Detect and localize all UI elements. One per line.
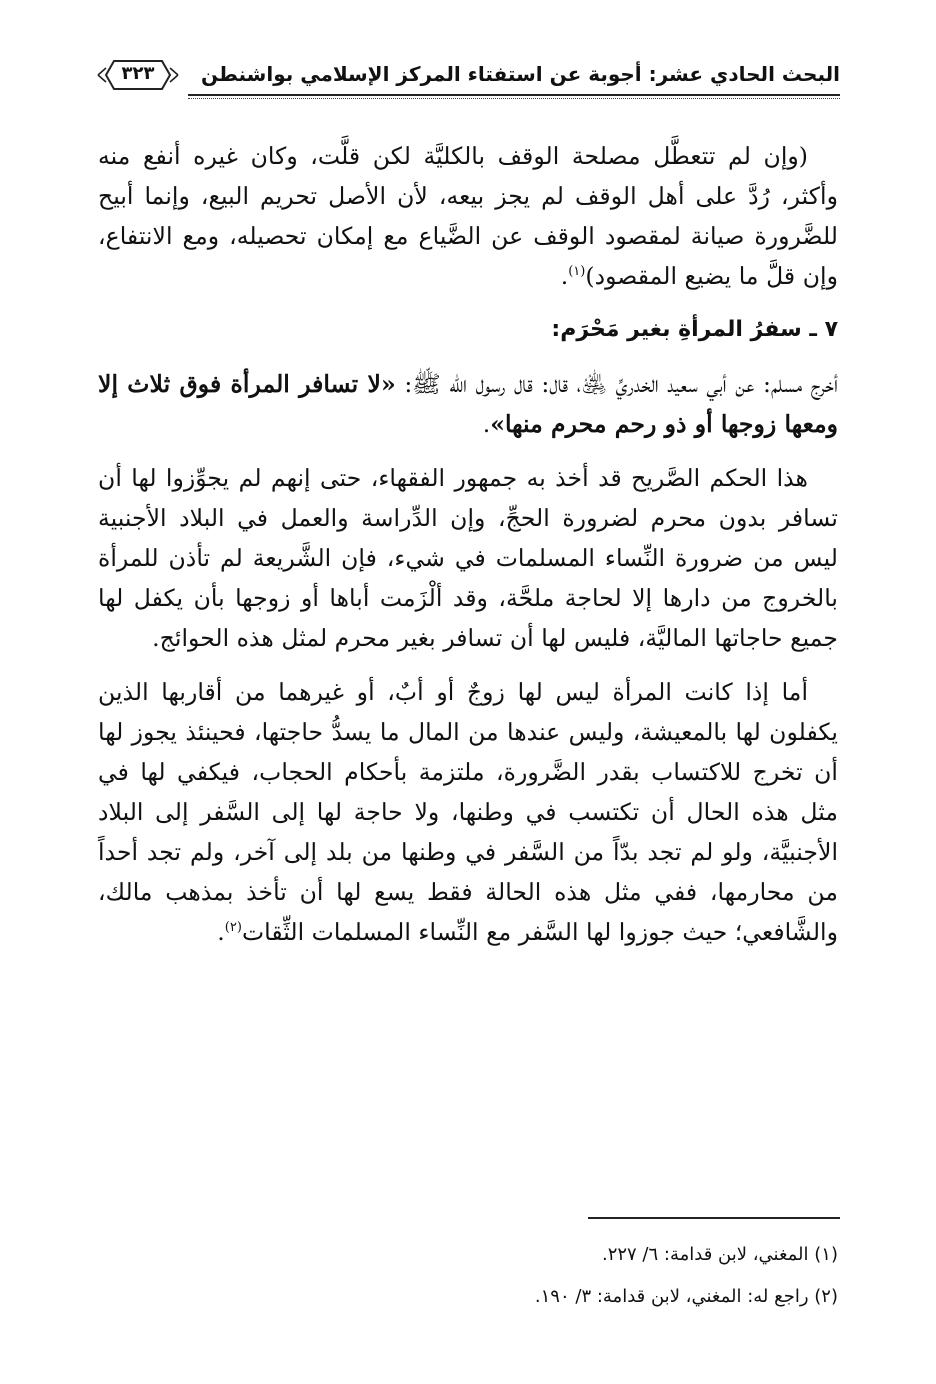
header-title: البحث الحادي عشر: أجوبة عن استفتاء المركز الإسلامي بواشنطن: [201, 62, 840, 86]
header-dotted-rule: [188, 98, 840, 99]
paragraph-waqf: [98, 136, 838, 296]
header-rule: [188, 94, 840, 96]
main-text: [98, 136, 838, 952]
paragraph-waqf-text: (وإن لم تتعطَّل مصلحة الوقف بالكليَّة لكن قلَّت، وكان غيره أنفع منه وأكثر، رُدَّ على أهل الوقف لم يجز بيعه، لأن الأصل تحريم البيع، وإنما أبيح للضَّرورة صيانة لمقصود الوقف عن الضَّياع مع إمكان تحصيله، ومع الانتفاع، وإن قلَّ ما يضيع المقصود): [98, 142, 838, 290]
paragraph-hadith: [98, 364, 838, 444]
page-number-badge: [96, 58, 180, 92]
footnote-separator: [588, 1217, 840, 1219]
footnote-2: (٢) راجع له: المغني، لابن قدامة: ٣/ ١٩٠.: [534, 1286, 838, 1307]
paragraph-exception-text: أما إذا كانت المرأة ليس لها زوجٌ أو أبٌ، أو غيرهما من أقاربها الذين يكفلون لها بالمعيشة، وليس عندها من المال ما يسدُّ حاجتها، فحينئذ يجوز لها أن تخرج للاكتساب بقدر الضَّرورة، ملتزمة بأحكام الحجاب، فيكفي لها في مثل هذه الحال أن تكتسب في وطنها، ولا حاجة لها إلى السَّفر إلى البلاد الأجنبيَّة، ولو لم تجد بدّاً من السَّفر في وطنها من بلد إلى آخر، ولم تجد أحداً من محارمها، ففي مثل هذه الحالة فقط يسع لها أن تأخذ بمذهب مالك، والشَّافعي؛ حيث جوزوا لها السَّفر مع النِّساء المسلمات الثِّقات: [98, 678, 838, 946]
hadith-intro: أخرج مسلم: عن أبي سعيد الخدريِّ ﵁، قال: قال رسول الله ﷺ:: [404, 370, 838, 398]
hadith-end: .: [482, 410, 491, 438]
paragraph-waqf-end: .: [560, 262, 569, 290]
footnote-ref-1: (١): [568, 264, 586, 280]
paragraph-exception-end: .: [217, 918, 225, 946]
page-number: ٣٢٣: [121, 63, 155, 84]
paragraph-ruling: هذا الحكم الصَّريح قد أخذ به جمهور الفقهاء، حتى إنهم لم يجوِّزوا لها أن تسافر بدون محرم لضرورة الحجِّ، وإن الدِّراسة والعمل في البلاد الأجنبية ليس من ضرورة النِّساء المسلمات في شيء، فإن الشَّريعة لم تأذن للمرأة بالخروج من دارها إلا لحاجة ملحَّة، وقد ألْزَمت أباها أو زوجها بأن يكفل لها جميع حاجاتها الماليَّة، فليس لها أن تسافر بغير محرم لمثل هذه الحوائج.: [98, 464, 838, 652]
running-header: [96, 56, 840, 100]
section-heading: ٧ ـ سفرُ المرأةِ بغير مَحْرَم:: [551, 317, 838, 342]
footnote-ref-2: (٢): [224, 920, 242, 936]
paragraph-exception: [98, 672, 838, 952]
footnote-1: (١) المغني، لابن قدامة: ٦/ ٢٢٧.: [601, 1244, 838, 1265]
footnotes: [98, 1234, 838, 1318]
hadith-quote: «لا تسافر المرأة فوق ثلاث إلا ومعها زوجها أو ذو رحم محرم منها»: [98, 370, 838, 438]
